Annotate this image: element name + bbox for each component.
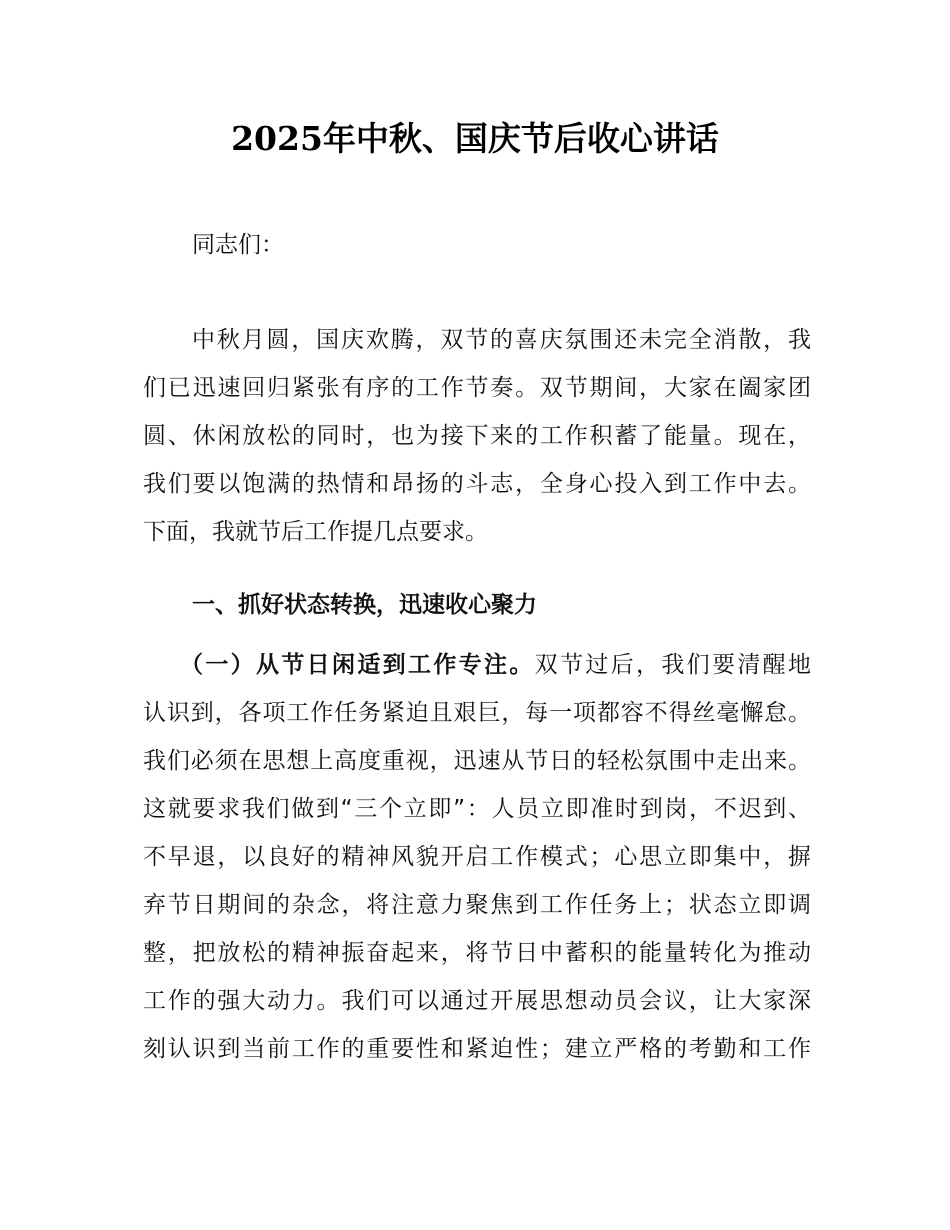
body-line: 认识到，各项工作任务紧迫且艰巨，每一项都容不得丝毫懈怠。 bbox=[143, 700, 811, 726]
body-line: 刻认识到当前工作的重要性和紧迫性；建立严格的考勤和工作 bbox=[143, 1036, 811, 1062]
body-line: 整，把放松的精神振奋起来，将节日中蓄积的能量转化为推动 bbox=[143, 940, 811, 966]
intro-line: 中秋月圆，国庆欢腾，双节的喜庆氛围还未完全消散，我 bbox=[192, 327, 811, 353]
intro-line: 下面，我就节后工作提几点要求。 bbox=[143, 519, 488, 545]
body-line: 这就要求我们做到“三个立即”：人员立即准时到岗，不迟到、 bbox=[143, 796, 811, 822]
body-line: 工作的强大动力。我们可以通过开展思想动员会议，让大家深 bbox=[143, 988, 811, 1014]
intro-line: 们已迅速回归紧张有序的工作节奏。双节期间，大家在阖家团 bbox=[143, 375, 811, 401]
subsection-text: 双节过后，我们要清醒地 bbox=[534, 652, 812, 678]
intro-line: 我们要以饱满的热情和昂扬的斗志，全身心投入到工作中去。 bbox=[143, 471, 811, 497]
section-heading: 一、抓好状态转换，迅速收心聚力 bbox=[192, 592, 537, 618]
body-line: 不早退，以良好的精神风貌开启工作模式；心思立即集中，摒 bbox=[143, 844, 811, 870]
subsection-heading: （一）从节日闲适到工作专注。 bbox=[180, 652, 535, 678]
subsection-first-line bbox=[180, 641, 811, 689]
intro-line: 圆、休闲放松的同时，也为接下来的工作积蓄了能量。现在， bbox=[143, 423, 811, 449]
body-line: 弃节日期间的杂念，将注意力聚焦到工作任务上；状态立即调 bbox=[143, 892, 811, 918]
salutation: 同志们： bbox=[192, 232, 284, 258]
body-line: 我们必须在思想上高度重视，迅速从节日的轻松氛围中走出来。 bbox=[143, 748, 811, 774]
document-title: 2025年中秋、国庆节后收心讲话 bbox=[231, 119, 719, 158]
